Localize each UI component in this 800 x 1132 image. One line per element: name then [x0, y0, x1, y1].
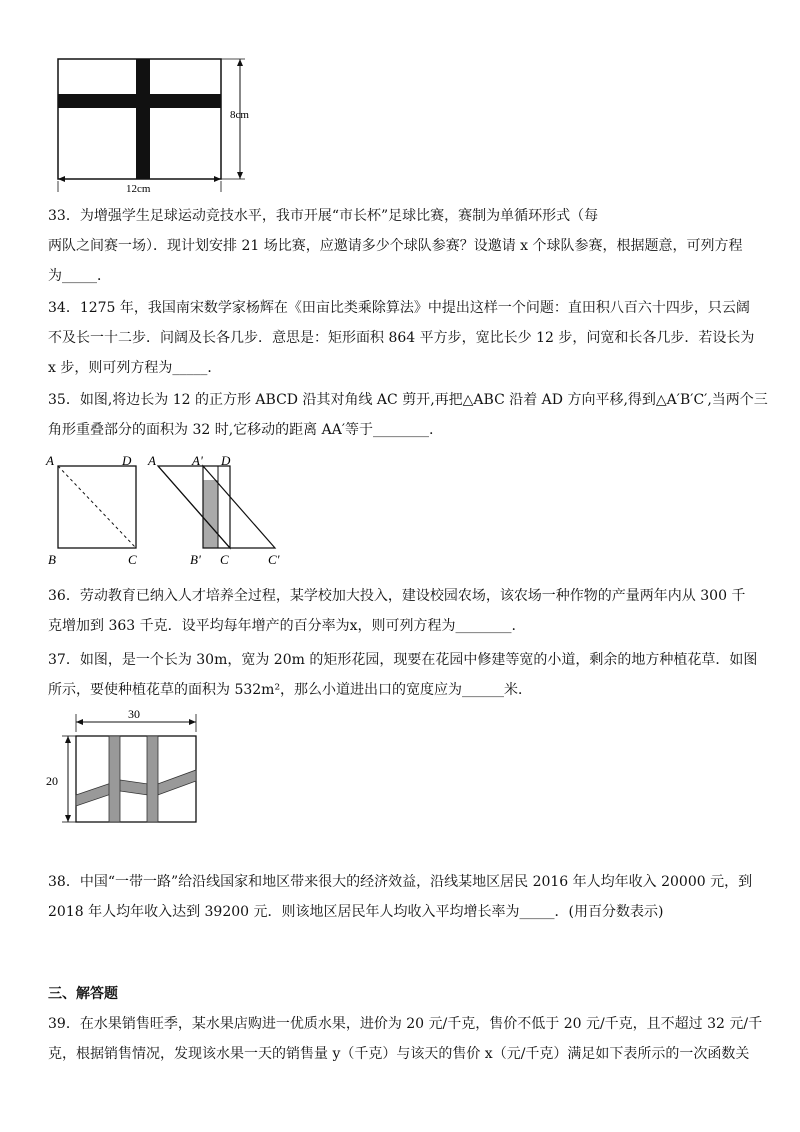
q33-line-3: 为_____．	[48, 268, 111, 284]
label-c: C	[128, 552, 137, 567]
q33-line-1: 33．为增强学生足球运动竞技水平，我市开展“市长杯”足球比赛，赛制为单循环形式（每	[48, 208, 599, 224]
q39-line-1: 39．在水果销售旺季，某水果店购进一优质水果，进价为 20 元/千克，售价不低于 20 元/千克，且不超过 32 元/千	[48, 1016, 763, 1032]
q34-line-3: x 步，则可列方程为_____．	[48, 360, 222, 376]
label-a-right: A	[148, 453, 156, 468]
q36-line-1: 36．劳动教育已纳入人才培养全过程，某学校加大投入，建设校园农场，该农场一种作物的产量两年内从 300 千	[48, 588, 746, 604]
q34-line-2: 不及长一十二步．问阔及长各几步．意思是：矩形面积 864 平方步，宽比长少 12 步，问宽和长各几步．若设长为	[48, 330, 755, 346]
label-c-prime: C'	[268, 552, 280, 567]
path-vertical-2	[147, 736, 158, 822]
square-translation-figure	[40, 450, 300, 575]
q35-line-1: 35．如图,将边长为 12 的正方形 ABCD 沿其对角线 AC 剪开,再把△ABC 沿着 AD 方向平移,得到△A′B′C′,当两个三	[48, 392, 768, 408]
q33-line-2: 两队之间赛一场）．现计划安排 21 场比赛，应邀请多少个球队参赛？设邀请 x 个球队参赛，根据题意，可列方程	[48, 238, 743, 254]
flag-figure	[40, 50, 280, 195]
q34-line-1: 34．1275 年，我国南宋数学家杨辉在《田亩比类乘除算法》中提出这样一个问题：直田积八百六十四步，只云阔	[48, 300, 750, 316]
diagonal-ac	[58, 466, 136, 548]
garden-height-label: 20	[46, 774, 58, 788]
height-label: 8cm	[230, 109, 249, 121]
path-vertical-1	[109, 736, 120, 822]
label-d: D	[122, 453, 132, 468]
label-d-right: D	[221, 453, 231, 468]
section-heading: 三、解答题	[48, 986, 118, 1002]
flag-cross-vertical	[136, 59, 150, 179]
q36-line-2: 克增加到 363 千克．设平均每年增产的百分率为x，则可列方程为________.	[48, 618, 516, 634]
overlap-region	[203, 480, 218, 548]
q35-line-2: 角形重叠部分的面积为 32 时,它移动的距离 AA′等于________.	[48, 422, 434, 438]
q37-line-2: 所示，要使种植花草的面积为 532m²，那么小道进出口的宽度应为______米．	[48, 682, 533, 698]
label-c-right: C	[220, 552, 229, 567]
q37-line-1: 37．如图，是一个长为 30m，宽为 20m 的矩形花园，现要在花园中修建等宽的小道，剩余的地方种植花草．如图	[48, 652, 758, 668]
width-label: 12cm	[126, 183, 151, 195]
garden-figure	[40, 706, 210, 828]
label-b: B	[48, 552, 56, 567]
garden-width-label: 30	[128, 707, 140, 721]
q39-line-2: 克，根据销售情况，发现该水果一天的销售量 y（千克）与该天的售价 x（元/千克）满足如下表所示的一次函数关	[48, 1046, 750, 1062]
q38-line-2: 2018 年人均年收入达到 39200 元．则该地区居民年人均收入平均增长率为_____．(用百分数表示)	[48, 904, 664, 920]
label-a-prime: A'	[192, 453, 203, 468]
label-b-prime: B'	[190, 552, 201, 567]
q38-line-1: 38．中国“一带一路”给沿线国家和地区带来很大的经济效益，沿线某地区居民 2016 年人均年收入 20000 元，到	[48, 874, 753, 890]
label-a: A	[46, 453, 54, 468]
